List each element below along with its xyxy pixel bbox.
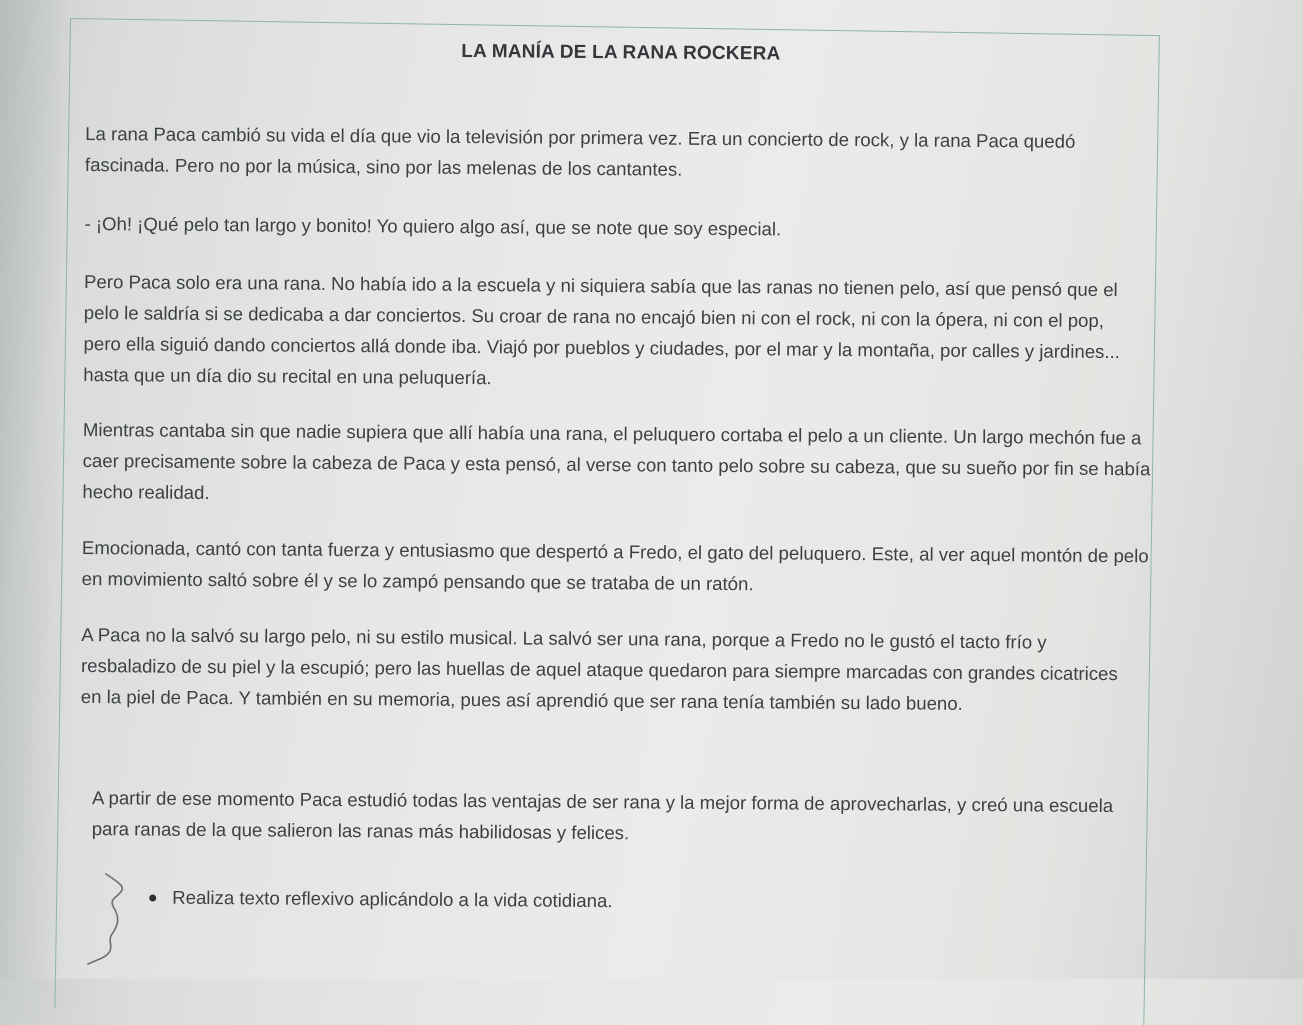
document-title: LA MANÍA DE LA RANA ROCKERA [461,40,781,65]
paragraph-7: A partir de ese momento Paca estudió todas las ventajas de ser rana y la mejor forma de aprovecharlas, y creó una escuela para ranas de la que salieron las ranas más habilidosas y felices. [91,787,1114,844]
bullet-dot-icon [149,894,156,901]
assignment-text: Realiza texto reflexivo aplicándolo a la vida cotidiana. [172,886,613,912]
paragraph-4: Mientras cantaba sin que nadie supiera que allí había una rana, el peluquero cortaba el pelo a un cliente. Un largo mechón fue a caer precisamente sobre la cabeza de Paca y esta pensó, al verse con tanto pelo sobre su cabeza, que su sueño por fin se había hecho realidad. [82,418,1151,503]
pencil-scribble-icon [78,868,148,968]
paragraph-1: La rana Paca cambió su vida el día que vio la televisión por primera vez. Era un concierto de rock, y la rana Paca quedó fascinada. Pero no por la música, sino por las melenas de los cantantes. [84,122,1076,180]
paragraph-6: A Paca no la salvó su largo pelo, ni su estilo musical. La salvó ser una rana, porque a Fredo no le gustó el tacto frío y resbaladizo de su piel y la escupió; pero las huellas de aquel ataque quedaron para siempre marcadas con grandes cicatrices en la piel de Paca. Y también en su memoria, pues así aprendió que ser rana tenía también su lado bueno. [80,623,1118,714]
paragraph-2: - ¡Oh! ¡Qué pelo tan largo y bonito! Yo quiero algo así, que se note que soy especial. [84,212,782,240]
assignment-instruction [149,887,612,913]
paragraph-3: Pero Paca solo era una rana. No había ido a la escuela y ni siquiera sabía que las ranas no tienen pelo, así que pensó que el pelo le saldría si se dedicaba a dar conciertos. Su croar de rana no encajó bien ni con el rock, ni con la ópera, ni con el pop, pero ella siguió dando conciertos allá donde iba. Viajó por pueblos y ciudades, por el mar y la montaña, por calles y jardines... hasta que un día dio su recital en una peluquería. [83,270,1120,389]
paragraph-5: Emocionada, cantó con tanta fuerza y entusiasmo que despertó a Fredo, el gato del peluquero. Este, al ver aquel montón de pelo en movimiento saltó sobre él y se lo zampó pensando que se trataba de un ratón. [81,536,1149,595]
